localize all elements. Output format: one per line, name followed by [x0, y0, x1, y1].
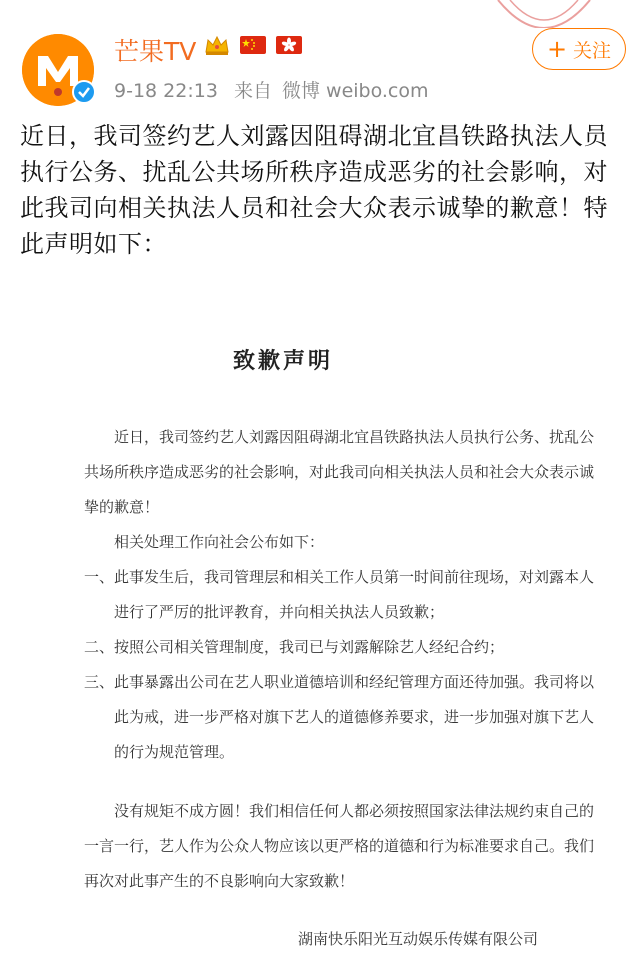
document-body [84, 420, 604, 899]
account-badges [204, 34, 302, 56]
plus-icon: + [546, 35, 568, 63]
document-item: 一、此事发生后，我司管理层和相关工作人员第一时间前往现场，对刘露本人进行了严厉的批评教育，并向相关执法人员致歉； [84, 568, 595, 621]
hongkong-flag-icon [276, 34, 302, 56]
china-flag-icon [240, 34, 266, 56]
account-name[interactable]: 芒果TV [114, 37, 197, 66]
apology-document-image[interactable] [58, 300, 618, 967]
crown-icon [204, 34, 230, 56]
source-prefix: 来自 [233, 80, 272, 102]
post-header [0, 0, 640, 110]
post-text: 近日，我司签约艺人刘露因阻碍湖北宜昌铁路执法人员执行公务、扰乱公共场所秩序造成恶劣的社会影响，对此我司向相关执法人员和社会大众表示诚挚的歉意！特此声明如下： [20, 122, 608, 258]
follow-label: 关注 [573, 39, 612, 62]
follow-button[interactable] [532, 28, 626, 70]
document-item: 三、此事暴露出公司在艺人职业道德培训和经纪管理方面还待加强。我司将以此为戒，进一步严格对旗下艺人的道德修养要求，进一步加强对旗下艺人的行为规范管理。 [84, 673, 595, 761]
document-intro: 近日，我司签约艺人刘露因阻碍湖北宜昌铁路执法人员执行公务、扰乱公共场所秩序造成恶劣的社会影响，对此我司向相关执法人员和社会大众表示诚挚的歉意！ [84, 428, 595, 516]
document-signature: 湖南快乐阳光互动娱乐传媒有限公司 [298, 930, 539, 948]
post-time: 9-18 22:13 [114, 80, 218, 102]
document-item: 二、按照公司相关管理制度，我司已与刘露解除艺人经纪合约； [84, 638, 505, 656]
seal-stamp-icon [494, 0, 594, 28]
post-source: 微博 weibo.com [281, 80, 429, 102]
document-closing: 没有规矩不成方圆！我们相信任何人都必须按照国家法律法规约束自己的一言一行，艺人作为公众人物应该以更严格的道德和行为标准要求自己。我们再次对此事产生的不良影响向大家致歉！ [84, 802, 595, 890]
verified-icon [72, 80, 96, 104]
post-meta [114, 76, 439, 103]
document-lead: 相关处理工作向社会公布如下： [114, 533, 325, 551]
document-title: 致歉声明 [232, 349, 333, 374]
